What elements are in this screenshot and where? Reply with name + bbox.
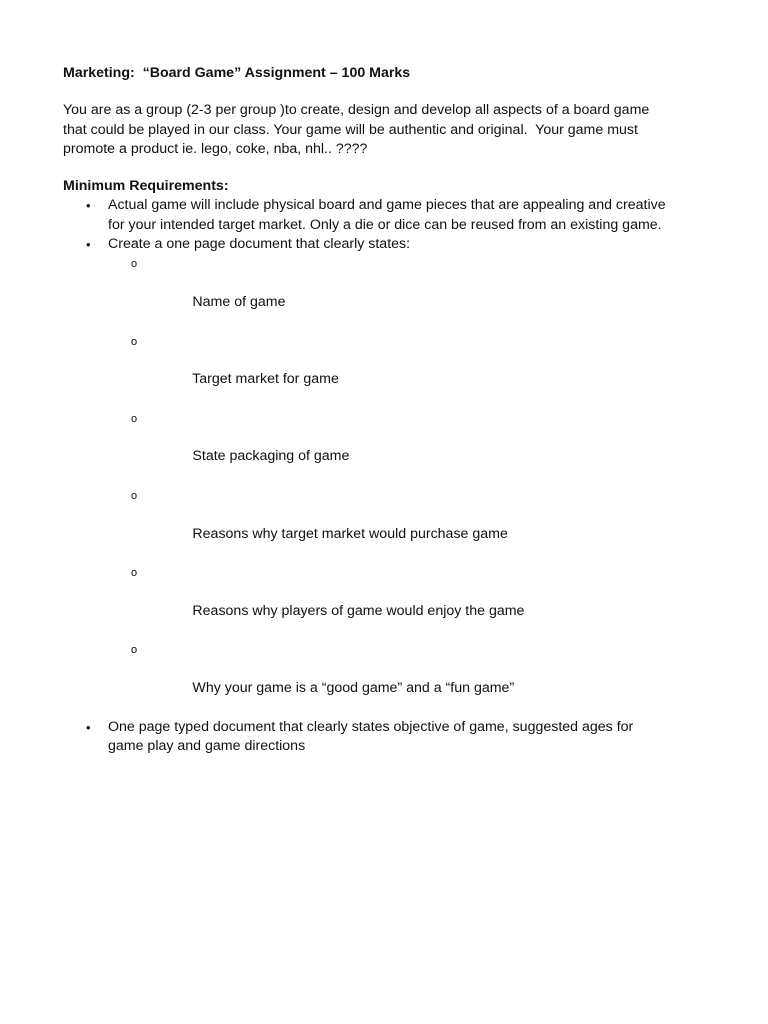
requirement-line: Create a one page document that clearly states: (108, 236, 411, 253)
requirement-item (63, 718, 713, 757)
document-contents-list (108, 254, 713, 717)
requirements-heading: Minimum Requirements: (63, 178, 229, 195)
document-page (63, 64, 713, 756)
sub-requirement-item (108, 332, 713, 409)
sub-requirement-text: Reasons why target market would purchase game (192, 525, 508, 542)
intro-paragraph (63, 101, 713, 159)
sub-requirement-item (108, 640, 713, 717)
requirement-line: One page typed document that clearly states objective of game, suggested ages for (108, 718, 634, 735)
sub-requirement-item (108, 486, 713, 563)
bullet-icon: • (86, 719, 91, 735)
requirement-line: for your intended target market. Only a die or dice can be reused from an existing game. (108, 216, 662, 233)
intro-line: that could be played in our class. Your game will be authentic and original. Your game must (63, 121, 638, 138)
sub-requirement-text: State packaging of game (192, 448, 350, 465)
sub-requirement-item (108, 254, 713, 331)
sub-bullet-icon: o (131, 489, 138, 502)
sub-requirement-text: Reasons why players of game would enjoy the game (192, 602, 525, 619)
sub-requirement-item (108, 563, 713, 640)
requirements-list (63, 196, 713, 756)
sub-bullet-icon: o (131, 412, 138, 425)
document-title: Marketing: “Board Game” Assignment – 100 Marks (63, 65, 411, 81)
intro-line: promote a product ie. lego, coke, nba, nhl.. ???? (63, 140, 368, 157)
requirement-item (63, 196, 713, 235)
requirement-item (63, 235, 713, 717)
sub-bullet-icon: o (131, 644, 138, 657)
bullet-icon: • (86, 198, 91, 214)
requirement-line: game play and game directions (108, 737, 306, 754)
sub-bullet-icon: o (131, 335, 138, 348)
sub-requirement-text: Name of game (192, 293, 286, 310)
sub-requirement-text: Target market for game (192, 371, 339, 388)
sub-bullet-icon: o (131, 567, 138, 580)
sub-requirement-text: Why your game is a “good game” and a “fun game” (192, 679, 515, 696)
requirement-line: Actual game will include physical board and game pieces that are appealing and creative (108, 197, 666, 214)
sub-bullet-icon: o (131, 258, 138, 271)
intro-line: You are as a group (2-3 per group )to create, design and develop all aspects of a board game (63, 102, 650, 119)
sub-requirement-item (108, 409, 713, 486)
bullet-icon: • (86, 237, 91, 253)
